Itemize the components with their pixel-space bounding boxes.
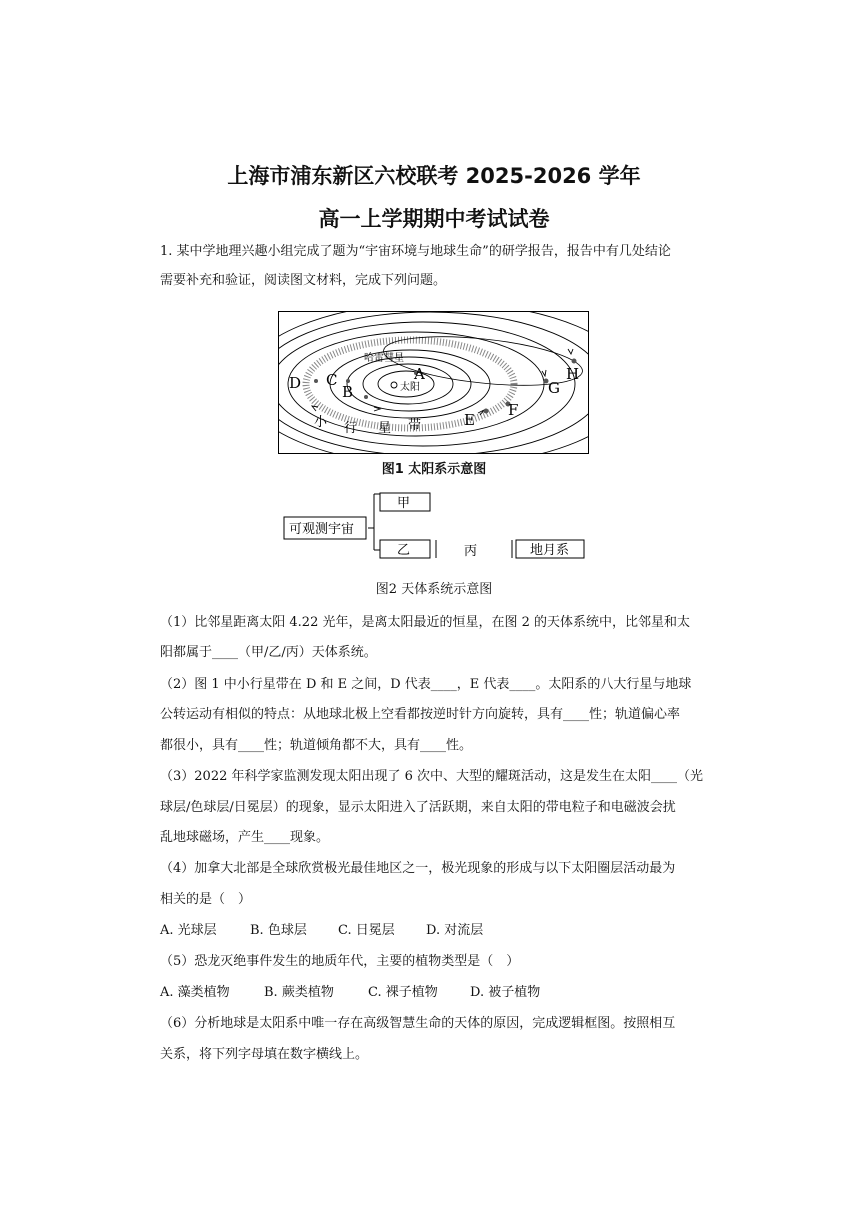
celestial-system-figure [280,488,590,566]
belt-label-1: 小 [314,415,328,430]
solar-system-figure [278,311,590,457]
q5-option-d[interactable]: D. 被子植物 [470,985,541,1000]
label-c: C [326,371,338,389]
q4-option-b[interactable]: B. 色球层 [250,923,307,938]
label-yi: 乙 [397,543,411,558]
belt-label-3: 星 [378,421,392,436]
q2-line-1: （2）图 1 中小行星带在 D 和 E 之间，D 代表____，E 代表____。太阳系的八大行星与地球 [160,677,692,692]
q5-option-c[interactable]: C. 裸子植物 [368,985,438,1000]
label-root: 可观测宇宙 [289,522,355,537]
label-h: H [566,365,580,383]
intro-line-2: 需要补充和验证，阅读图文材料，完成下列问题。 [160,273,447,288]
label-earth-moon: 地月系 [530,543,570,558]
sun-label: 太阳 [400,382,420,393]
label-jia: 甲 [397,496,411,511]
q5-line-1: （5）恐龙灭绝事件发生的地质年代，主要的植物类型是（ ） [160,954,520,969]
q3-line-3: 乱地球磁场，产生____现象。 [160,830,330,845]
q6-line-2: 关系，将下列字母填在数字横线上。 [160,1047,369,1062]
q5-option-a[interactable]: A. 藻类植物 [160,985,230,1000]
q6-line-1: （6）分析地球是太阳系中唯一存在高级智慧生命的天体的原因，完成逻辑框图。按照相互 [160,1016,676,1031]
label-e: E [464,411,475,429]
q3-line-2: 球层/色球层/日冕层）的现象，显示太阳进入了活跃期，来自太阳的带电粒子和电磁波会扰 [160,800,676,815]
label-a: A [414,365,425,383]
q4-options [160,922,720,940]
q1-line-2: 阳都属于____（甲/乙/丙）天体系统。 [160,645,377,660]
belt-label-4: 带 [408,418,422,433]
q4-option-d[interactable]: D. 对流层 [426,923,484,938]
halley-label: 哈雷彗星 [364,353,404,364]
q4-line-2: 相关的是（ ） [160,892,252,907]
belt-label-2: 行 [344,421,358,436]
planet-e-icon [484,409,489,414]
q5-option-b[interactable]: B. 蕨类植物 [264,985,334,1000]
q4-option-c[interactable]: C. 日冕层 [338,923,395,938]
label-g: G [548,379,560,397]
exam-subtitle: 高一上学期期中考试试卷 [318,207,550,231]
q4-line-1: （4）加拿大北部是全球欣赏极光最佳地区之一，极光现象的形成与以下太阳圈层活动最为 [160,861,676,876]
figure2-caption: 图2 天体系统示意图 [375,582,493,597]
q1-line-1: （1）比邻星距离太阳 4.22 光年，是离太阳最近的恒星，在图 2 的天体系统中，比邻星和太 [160,615,691,630]
planet-h-icon [572,359,577,364]
q2-line-2: 公转运动有相似的特点：从地球北极上空看都按逆时针方向旋转，具有____性；轨道偏心率 [160,707,681,722]
intro-line-1: 1. 某中学地理兴趣小组完成了题为“宇宙环境与地球生命”的研学报告，报告中有几处结论 [160,244,671,259]
label-f: F [508,401,519,419]
label-b: B [342,383,354,401]
label-d: D [289,374,302,392]
sun-icon [391,382,397,388]
planet-d-icon [314,379,318,383]
figure1-caption: 图1 太阳系示意图 [381,462,487,477]
q4-option-a[interactable]: A. 光球层 [160,923,217,938]
exam-title: 上海市浦东新区六校联考 2025-2026 学年 [227,164,641,188]
planet-b-icon [364,395,368,399]
q2-line-3: 都很小，具有____性；轨道倾角都不大，具有____性。 [160,738,473,753]
q5-options [160,984,720,1002]
q3-line-1: （3）2022 年科学家监测发现太阳出现了 6 次中、大型的耀斑活动，这是发生在太阳____（光 [160,769,704,784]
label-bing: 丙 [464,544,478,559]
